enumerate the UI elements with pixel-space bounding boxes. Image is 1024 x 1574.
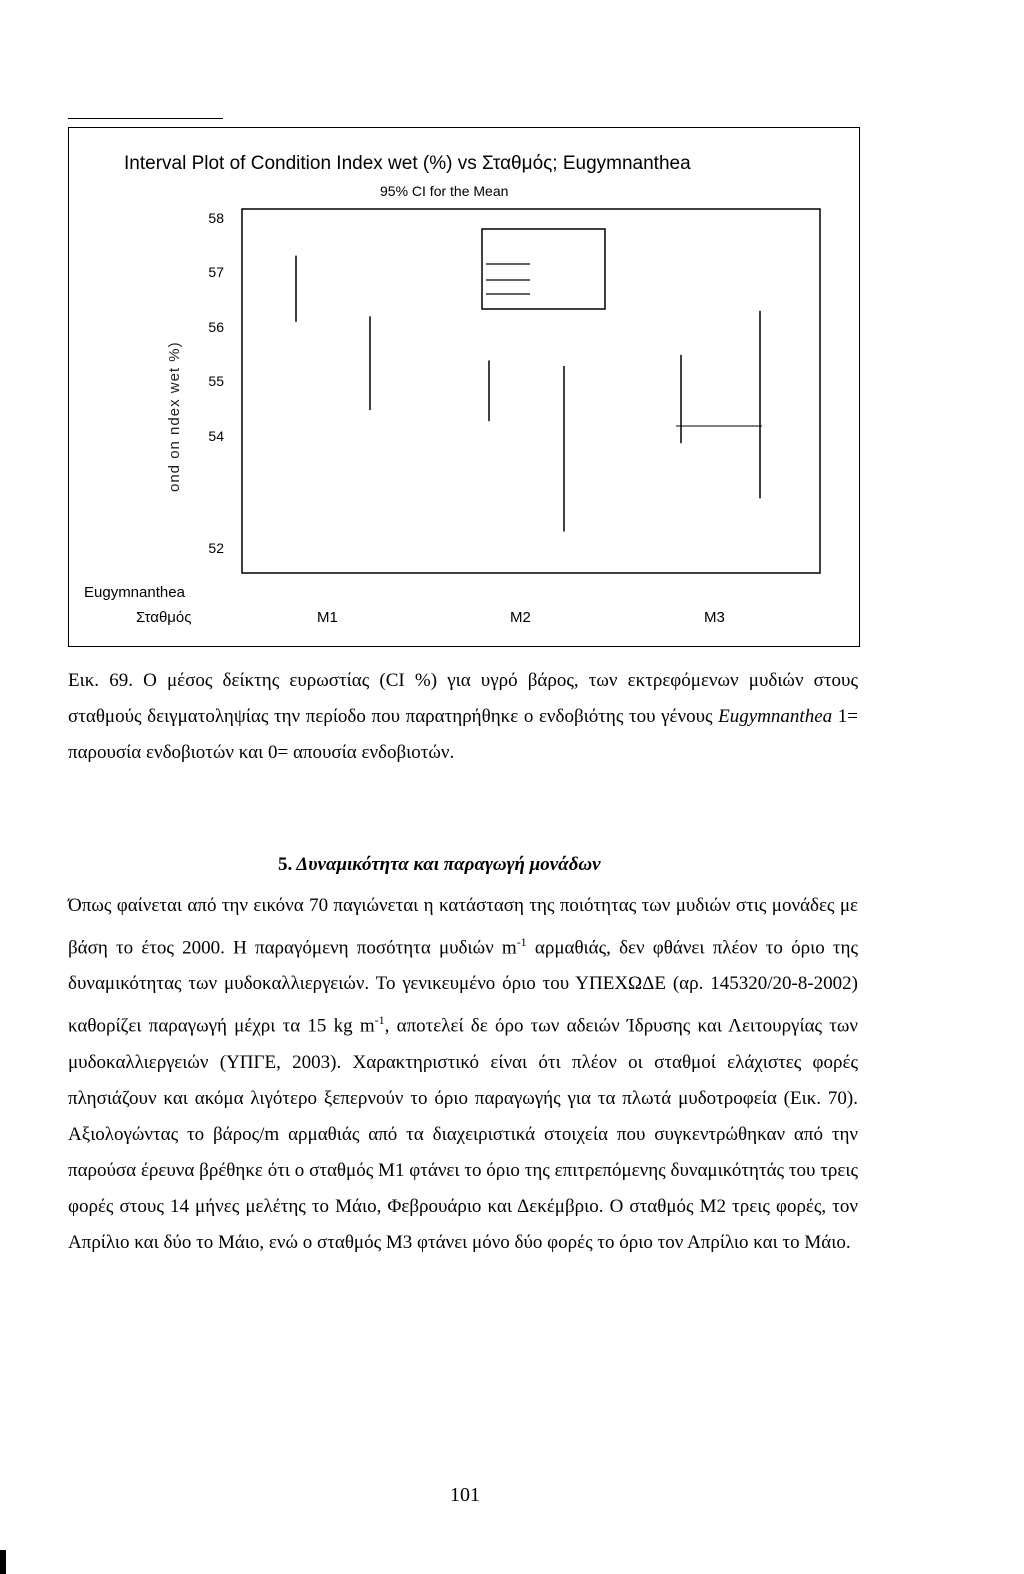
figure-caption (68, 663, 858, 771)
scan-mark (0, 1550, 6, 1574)
caption-suffix: 1= παρουσία ενδοβιοτών και 0= απουσία ενδοβιοτών. (68, 706, 858, 763)
x-category-m2: M2 (510, 609, 531, 626)
plot-area-border (242, 209, 820, 573)
ytick-56: 56 (208, 319, 224, 335)
section-heading (278, 854, 601, 876)
caption-genus: Eugymnanthea (718, 706, 833, 727)
chart-subtitle: 95% CI for the Mean (380, 183, 509, 199)
ytick-58: 58 (208, 210, 224, 226)
body-text-a: Όπως φαίνεται από την εικόνα 70 παγιώνεται η κατάσταση της ποιότητας των μυδιών στις μονάδες με βάση το έτος 2000. Η παραγόμενη ποσότητα μυδιών m (68, 895, 858, 959)
superscript: -1 (374, 1013, 385, 1028)
caption-prefix: Εικ. 69. Ο μέσος δείκτης ευρωστίας (CI %) για υγρό βάρος, των εκτρεφόμενων μυδιών στους σταθμούς δειγματοληψίας την περίοδο που παρατηρήθηκε ο ενδοβιότης του γένους (68, 670, 858, 727)
x-row-label-station: Σταθμός (136, 609, 192, 626)
chart-title: Interval Plot of Condition Index wet (%) vs Σταθμός; Eugymnanthea (124, 153, 691, 174)
x-row-label-eugymnanthea: Eugymnanthea (84, 584, 185, 601)
x-category-m1: M1 (317, 609, 338, 626)
ytick-57: 57 (208, 264, 224, 280)
superscript: -1 (516, 935, 527, 949)
x-category-m3: M3 (704, 609, 725, 626)
section-number: 5. (278, 854, 293, 875)
ytick-55: 55 (208, 373, 224, 389)
legend-box (482, 229, 605, 309)
y-axis-label: ond on ndex wet %) (166, 341, 183, 492)
body-text-b: αρμαθιάς, δεν φθάνει πλέον το όριο της δυναμικότητας των μυδοκαλλιεργειών. Το γενικευμένο όριο του ΥΠΕΧΩΔΕ (αρ. 145320/20-8-2002) καθορίζει παραγωγή μέχρι τα 15 kg m (68, 937, 858, 1037)
ytick-54: 54 (208, 428, 224, 444)
body-paragraph (68, 888, 858, 1261)
ytick-52: 52 (208, 540, 224, 556)
body-text-c: , αποτελεί δε όρο των αδειών Ίδρυσης και Λειτουργίας των μυδοκαλλιεργειών (ΥΠΓΕ, 2003). Χαρακτηριστικό είναι ότι πλέον οι σταθμοί ελάχιστες φορές πλησιάζουν και ακόμα λιγότερο ξεπερνούν το όριο παραγωγής για τα πλωτά μυδοτροφεία (Εικ. 70). Αξιολογώντας το βάρος/m αρμαθιάς από τα διαχειριστικά στοιχεία που συγκεντρώθηκαν από την παρούσα έρευνα βρέθηκε ότι ο σταθμός Μ1 φτάνει το όριο της επιτρεπόμενης δυναμικότητάς του τρεις φορές στους 14 μήνες μελέτης το Μάιο, Φεβρουάριο και Δεκέμβριο. Ο σταθμός Μ2 τρεις φορές, τον Απρίλιο και δύο το Μάιο, ενώ ο σταθμός Μ3 φτάνει μόνο δύο φορές το όριο τον Απρίλιο και το Μάιο. (68, 1015, 858, 1253)
section-title: Δυναμικότητα και παραγωγή μονάδων (296, 854, 601, 875)
page-number: 101 (450, 1484, 480, 1506)
